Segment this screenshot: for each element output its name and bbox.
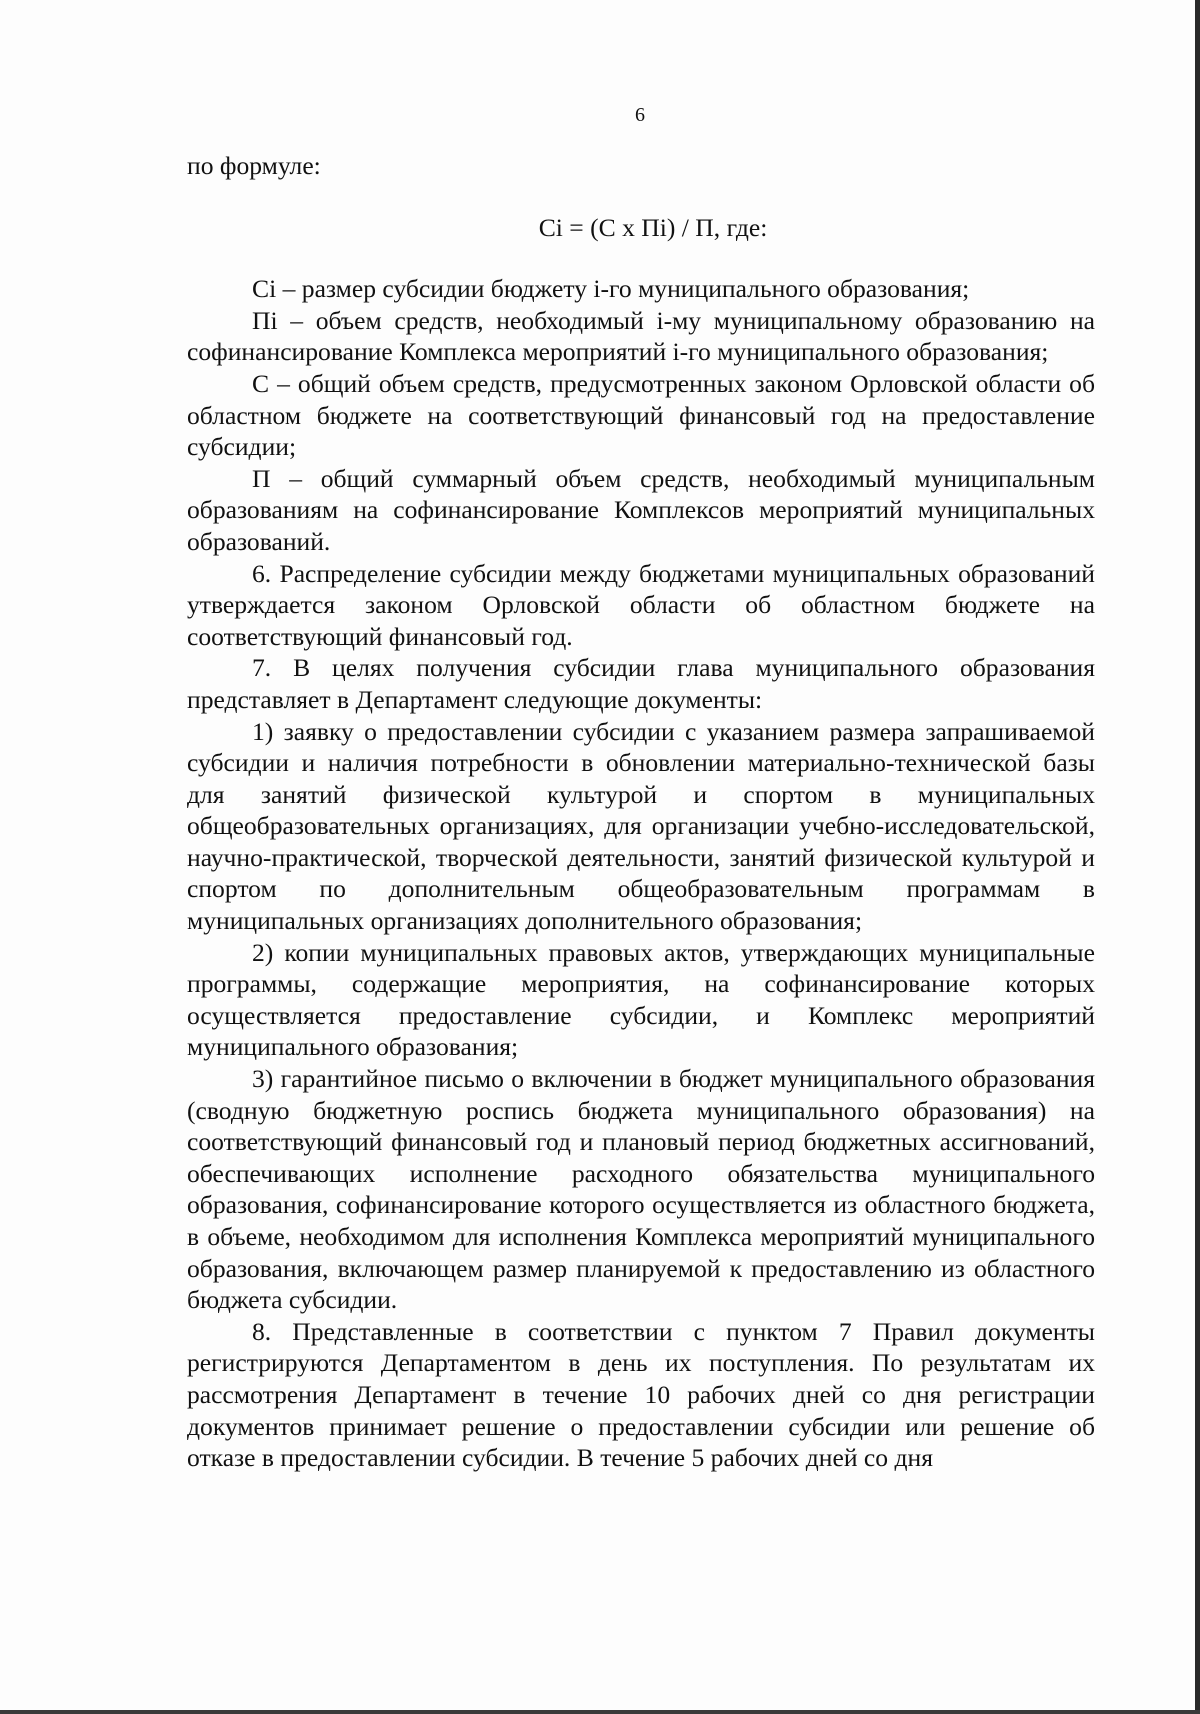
paragraph: 7. В целях получения субсидии глава муниципального образования представляет в Департамент следующие документы: bbox=[187, 653, 1095, 714]
paragraph: П – общий суммарный объем средств, необходимый муниципальным образованиям на софинансирование Комплексов мероприятий муниципальных образований. bbox=[187, 463, 1095, 556]
scan-edge-right bbox=[1195, 0, 1200, 1714]
formula: Ci = (C x Пi) / П, где: bbox=[538, 212, 768, 242]
list-item: 2) копии муниципальных правовых актов, утверждающих муниципальные программы, содержащие мероприятия, на софинансирование которых осуществляется предоставление субсидии, и Комплекс мероприятий муниципального образования; bbox=[187, 937, 1095, 1062]
scan-edge-bottom bbox=[0, 1710, 1200, 1714]
paragraph: 6. Распределение субсидии между бюджетами муниципальных образований утверждается законом Орловской области об областном бюджете на соответствующий финансовый год. bbox=[187, 558, 1095, 651]
formula-intro: по формуле: bbox=[187, 151, 321, 180]
document-body bbox=[187, 150, 1095, 1474]
paragraph: C – общий объем средств, предусмотренных законом Орловской области об областном бюджете на соответствующий финансовый год на предоставление субсидии; bbox=[187, 368, 1095, 462]
list-item: 1) заявку о предоставлении субсидии с указанием размера запрашиваемой субсидии и наличия потребности в обновлении материально-технической базы для занятий физической культурой и спортом в муниципальных общеобразовательных организациях, для организации учебно-исследовательской, научно-практической, творческой деятельности, занятий физической культурой и спортом по дополнительным общеобразовательным программам в муниципальных организациях дополнительного образования; bbox=[187, 716, 1095, 936]
paragraph: 8. Представленные в соответствии с пунктом 7 Правил документы регистрируются Департаментом в день их поступления. По результатам их рассмотрения Департамент в течение 10 рабочих дней со дня регистрации документов принимает решение о предоставлении субсидии или решение об отказе в предоставлении субсидии. В течение 5 рабочих дней со дня bbox=[187, 1316, 1095, 1473]
paragraph: Ci – размер субсидии бюджету i-го муниципального образования; bbox=[252, 274, 970, 304]
paragraph: Пi – объем средств, необходимый i-му муниципальному образованию на софинансирование Комплекса мероприятий i-го муниципального образования; bbox=[187, 305, 1095, 367]
list-item: 3) гарантийное письмо о включении в бюджет муниципального образования (сводную бюджетную роспись бюджета муниципального образования) на соответствующий финансовый год и плановый период бюджетных ассигнований, обеспечивающих исполнение расходного обязательства муниципального образования, софинансирование которого осуществляется из областного бюджета, в объеме, необходимом для исполнения Комплекса мероприятий муниципального образования, включающем размер планируемой к предоставлению из областного бюджета субсидии. bbox=[187, 1064, 1095, 1315]
page-number: 6 bbox=[635, 104, 645, 126]
